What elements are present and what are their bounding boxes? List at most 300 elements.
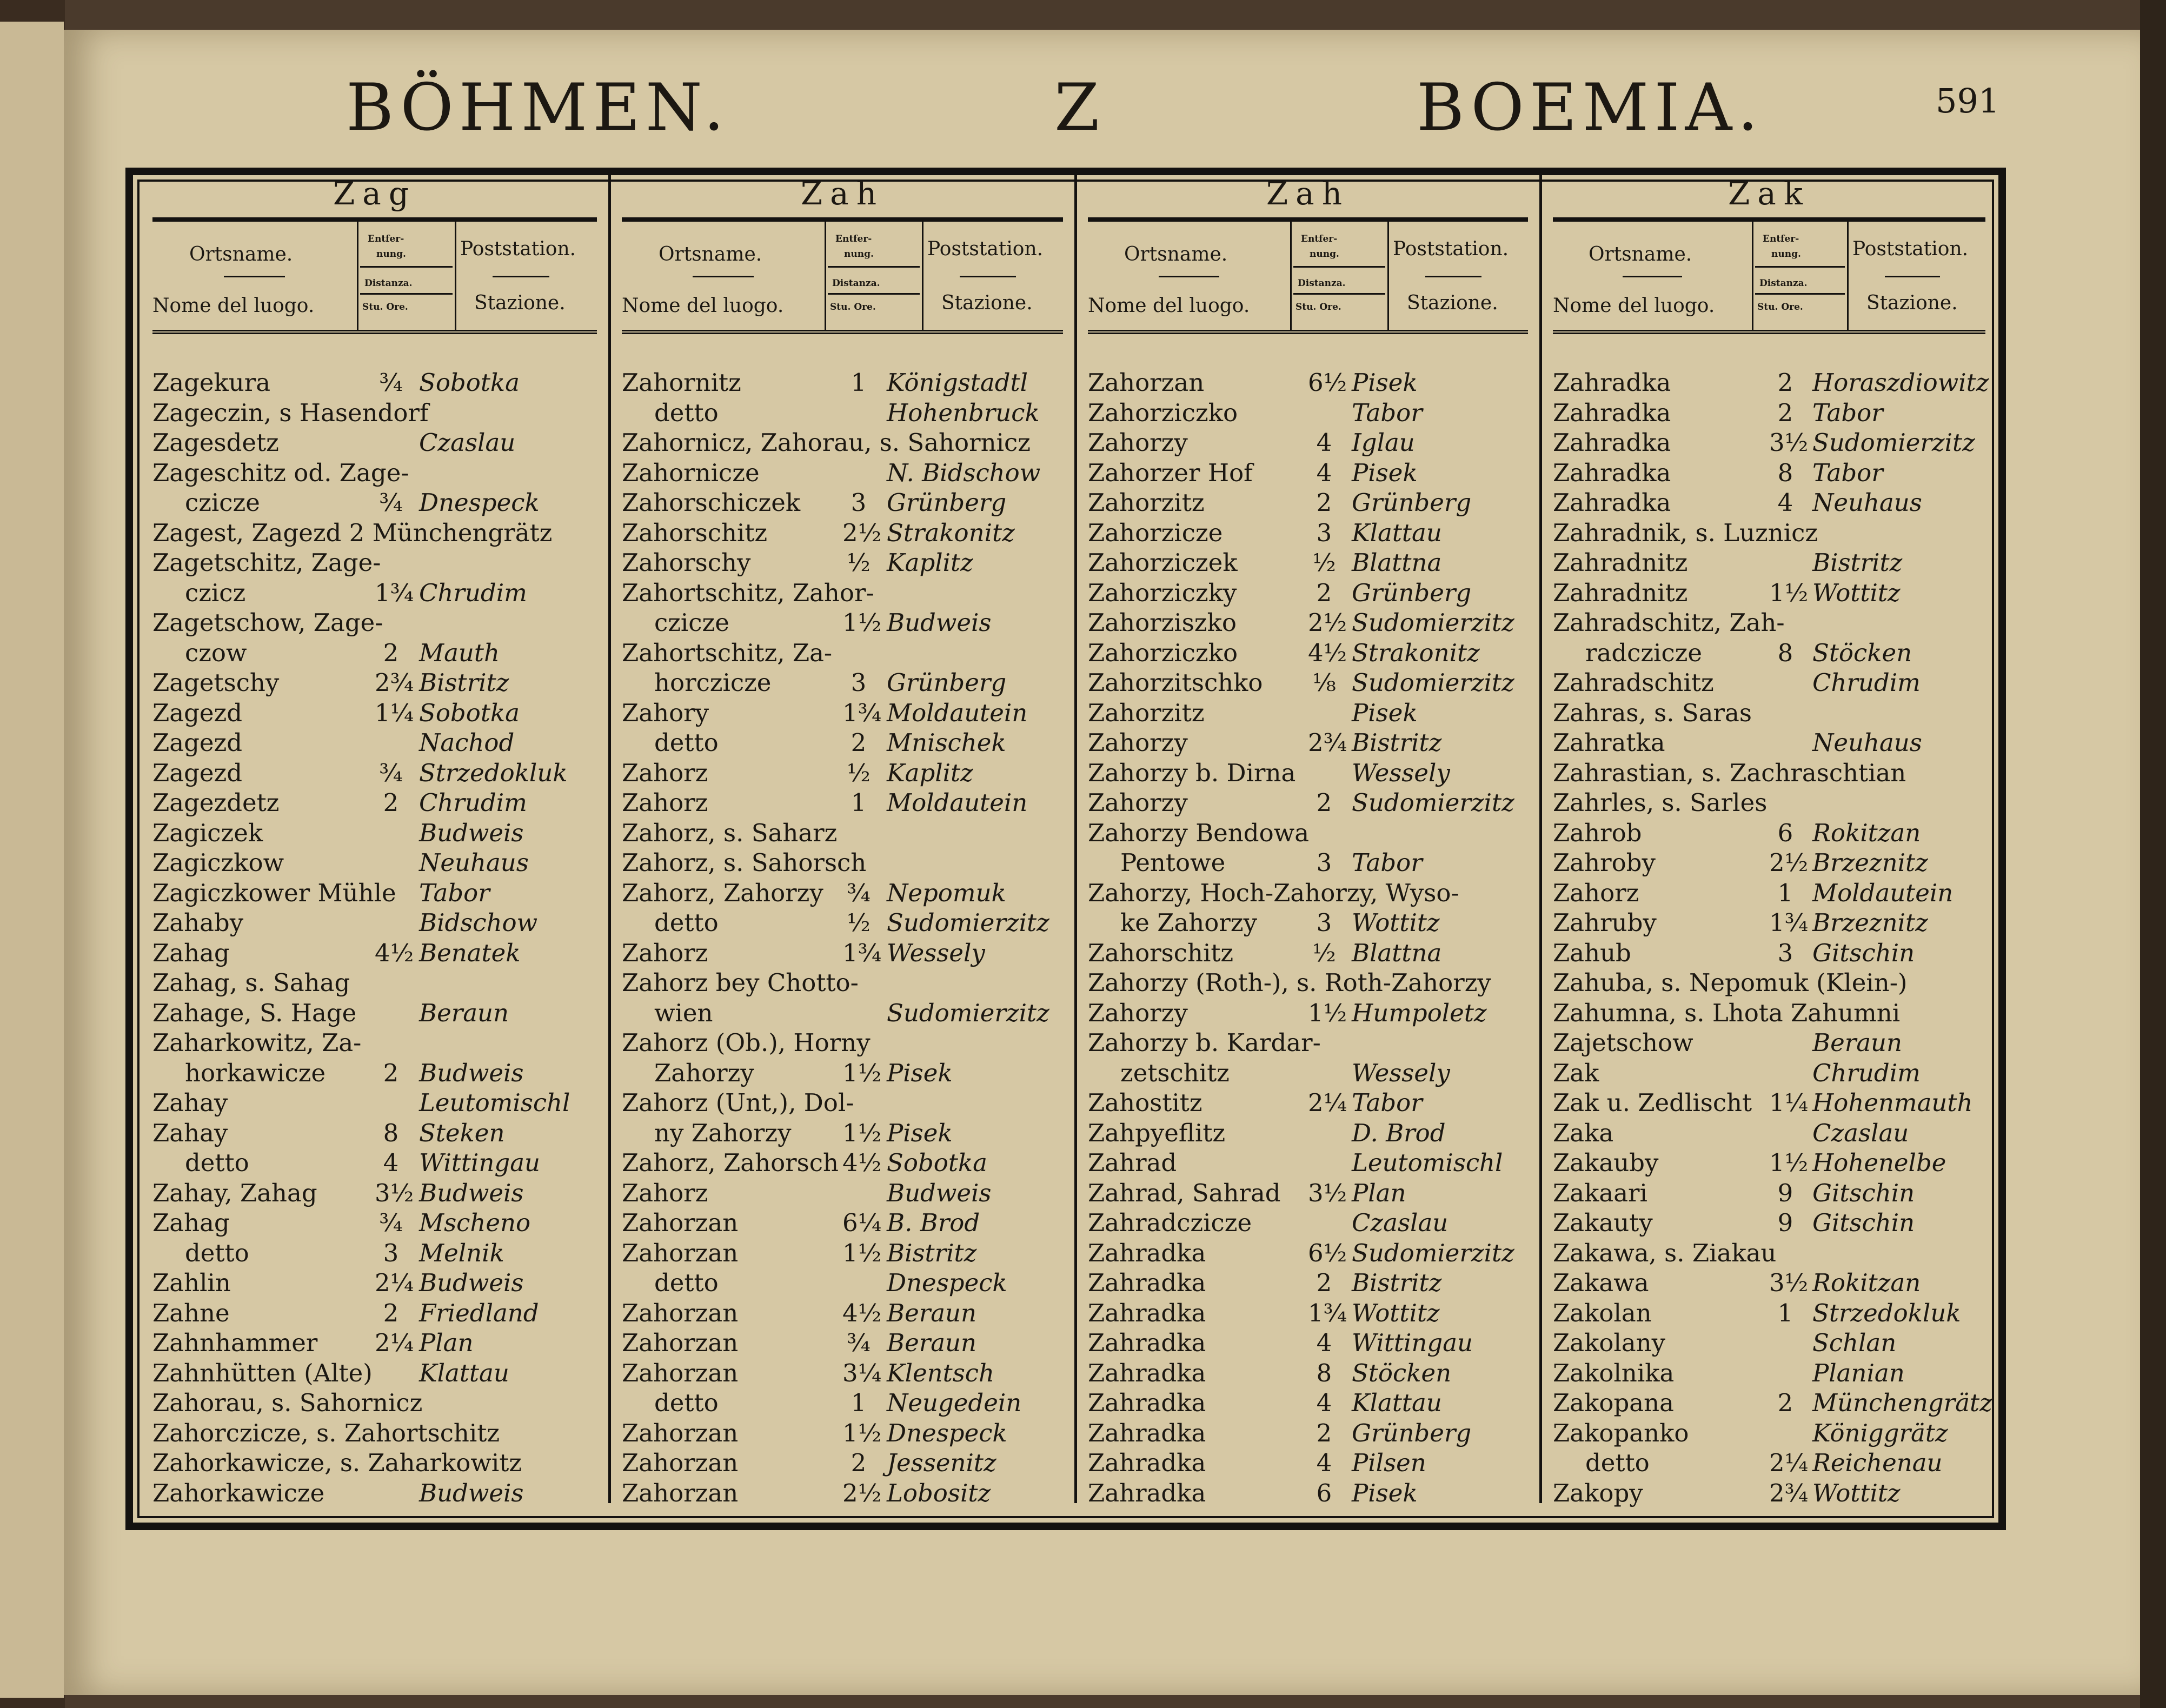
distance: 2	[383, 638, 399, 667]
place-row	[1088, 1208, 1533, 1238]
place-name: Zahrad, Sahrad	[1088, 1178, 1281, 1207]
place-row	[1088, 398, 1533, 428]
place-row	[1088, 1118, 1533, 1148]
place-row	[152, 1058, 602, 1088]
place-row	[622, 878, 1068, 908]
distance: 2	[383, 788, 399, 817]
place-row	[622, 908, 1068, 938]
place-row	[1088, 608, 1533, 638]
distance: 2	[1316, 1268, 1332, 1297]
distance: 2	[383, 1058, 399, 1087]
place-name: Zahorzy	[1088, 998, 1188, 1027]
distance: 1½	[1769, 578, 1809, 607]
distance: 4½	[375, 938, 414, 967]
post-station: Grünberg	[1352, 488, 1472, 517]
place-name: Zahradka	[1088, 1448, 1206, 1477]
place-name: Zahortschitz, Za-	[622, 638, 833, 667]
place-row	[1553, 1358, 1991, 1388]
place-name: Zahorziczko	[1088, 638, 1238, 667]
post-station: Horaszdiowitz	[1812, 368, 1989, 397]
distance-units: Stu. Ore.	[362, 302, 408, 313]
place-name: Zagetschow, Zage-	[152, 608, 383, 637]
distance: ½	[847, 758, 871, 787]
place-name: Zahradnitz	[1553, 578, 1688, 607]
post-station: Czaslau	[1812, 1118, 1909, 1147]
place-name: Zahorzy	[654, 1058, 754, 1087]
post-station: Hohenelbe	[1812, 1148, 1946, 1177]
place-name: Zageczin, s Hasendorf	[152, 398, 429, 427]
distance: 2½	[842, 1478, 882, 1507]
post-station: Sobotka	[419, 698, 520, 727]
post-station: Budweis	[419, 1058, 524, 1087]
place-name: Zahras, s. Saras	[1553, 698, 1752, 727]
place-row	[1553, 1418, 1991, 1448]
place-name: Zahag, s. Sahag	[152, 968, 350, 997]
distance-header-de: Entfer-	[1301, 234, 1338, 244]
place-name: Zahorz	[622, 758, 708, 787]
place-name: Zahradka	[1088, 1358, 1206, 1387]
post-station: Dnespeck	[419, 488, 540, 517]
place-name: Zagekura	[152, 368, 271, 397]
post-station: Benatek	[419, 938, 521, 967]
post-station: Tabor	[1352, 1088, 1423, 1117]
post-station: Neuhaus	[1812, 728, 1922, 757]
place-row	[1553, 848, 1991, 878]
distance: ¾	[379, 488, 403, 517]
post-station: Klattau	[419, 1358, 509, 1387]
post-station: Wessely	[887, 938, 985, 967]
place-row	[152, 1208, 602, 1238]
place-name: Zahorkawicze	[152, 1478, 325, 1507]
place-row	[1088, 368, 1533, 398]
place-row	[622, 398, 1068, 428]
place-row	[152, 1388, 602, 1418]
place-header-it: Nome del luogo.	[1088, 295, 1250, 317]
column-header	[622, 217, 1063, 334]
place-row	[1553, 878, 1991, 908]
place-row	[1088, 728, 1533, 758]
place-name: czicze	[185, 488, 260, 517]
distance: 1	[851, 788, 867, 817]
place-name: Zageschitz od. Zage-	[152, 458, 409, 487]
distance: 1½	[1769, 1148, 1809, 1177]
distance: 3½	[1769, 1268, 1809, 1297]
place-name: Zagetschy	[152, 668, 280, 697]
place-row	[1553, 698, 1991, 728]
place-row	[152, 698, 602, 728]
place-row	[1553, 1478, 1991, 1508]
post-station: Plan	[419, 1328, 474, 1357]
place-row	[622, 1208, 1068, 1238]
place-row	[152, 428, 602, 458]
distance: 1½	[842, 1418, 882, 1447]
post-station: Moldautein	[887, 788, 1028, 817]
place-name: Zahorzy Bendowa	[1088, 818, 1310, 847]
place-row	[622, 938, 1068, 968]
place-row	[1553, 968, 1991, 998]
post-station: Friedland	[419, 1298, 539, 1327]
distance: 2	[1316, 488, 1332, 517]
header-italian: BOEMIA.	[1417, 70, 1764, 145]
station-header-it: Stazione.	[474, 292, 566, 314]
place-row	[1088, 968, 1533, 998]
place-row	[1553, 998, 1991, 1028]
place-name: Zahorziczek	[1088, 548, 1238, 577]
post-station: Strakonitz	[887, 518, 1015, 547]
distance: 1½	[842, 608, 882, 637]
place-row	[152, 788, 602, 818]
distance: 6½	[1308, 1238, 1347, 1267]
place-name: Zahorschy	[622, 548, 751, 577]
place-name: Zagiczkow	[152, 848, 284, 877]
place-row	[1088, 758, 1533, 788]
place-row	[1553, 1208, 1991, 1238]
post-station: N. Bidschow	[887, 458, 1041, 487]
distance: ¾	[379, 758, 403, 787]
station-header-it: Stazione.	[1407, 292, 1498, 314]
place-row	[1088, 1448, 1533, 1478]
place-row	[1088, 1328, 1533, 1358]
place-row	[1088, 998, 1533, 1028]
post-station: D. Brod	[1352, 1118, 1446, 1147]
post-station: Tabor	[1812, 398, 1883, 427]
post-station: Beraun	[419, 998, 509, 1027]
header-letter: Z	[1054, 70, 1105, 145]
post-station: Chrudim	[1812, 1058, 1921, 1087]
distance: 1½	[842, 1058, 882, 1087]
place-row	[622, 368, 1068, 398]
post-station: Sudomierzitz	[887, 998, 1049, 1027]
place-row	[1088, 788, 1533, 818]
place-row	[622, 1118, 1068, 1148]
place-row	[622, 1328, 1068, 1358]
place-row	[1088, 1088, 1533, 1118]
place-row	[622, 428, 1068, 458]
place-row	[152, 488, 602, 518]
place-name: Zahorz, s. Saharz	[622, 818, 838, 847]
post-station: Gitschin	[1812, 1208, 1915, 1237]
place-name: Zahnhütten (Alte)	[152, 1358, 373, 1387]
distance: 9	[1777, 1208, 1793, 1237]
post-station: Iglau	[1352, 428, 1415, 457]
distance: 4	[1316, 428, 1332, 457]
post-station: Pisek	[1352, 1478, 1418, 1507]
place-name: ke Zahorzy	[1120, 908, 1258, 937]
place-row	[622, 1178, 1068, 1208]
place-name: Zahorzy, Hoch-Zahorzy, Wyso-	[1088, 878, 1459, 907]
place-row	[152, 1178, 602, 1208]
post-station: Nachod	[419, 728, 515, 757]
distance: 2	[1777, 398, 1793, 427]
place-row	[1553, 1148, 1991, 1178]
post-station: Moldautein	[887, 698, 1028, 727]
post-station: Reichenau	[1812, 1448, 1943, 1477]
distance: 3	[851, 668, 867, 697]
post-station: Sudomierzitz	[1812, 428, 1975, 457]
post-station: Sobotka	[419, 368, 520, 397]
place-name: Zak	[1553, 1058, 1599, 1087]
post-station: Wessely	[1352, 758, 1450, 787]
distance: 1¼	[1769, 1088, 1809, 1117]
distance: 1	[1777, 1298, 1793, 1327]
post-station: Chrudim	[419, 578, 527, 607]
distance-header-it: Distanza.	[1298, 278, 1346, 289]
place-row	[152, 458, 602, 488]
place-row	[152, 578, 602, 608]
place-name: Zahorziczky	[1088, 578, 1237, 607]
post-station: Grünberg	[887, 488, 1007, 517]
place-name: Zahradschitz, Zah-	[1553, 608, 1785, 637]
post-station: Grünberg	[1352, 1418, 1472, 1447]
place-name: czow	[185, 638, 247, 667]
place-name: Zakopy	[1553, 1478, 1643, 1507]
place-row	[152, 758, 602, 788]
place-row	[152, 668, 602, 698]
post-station: Blattna	[1352, 938, 1442, 967]
distance: 3½	[375, 1178, 414, 1207]
place-row	[152, 608, 602, 638]
post-station: Gitschin	[1812, 938, 1915, 967]
facing-page-edge	[0, 22, 64, 1698]
place-row	[1553, 428, 1991, 458]
place-name: detto	[654, 728, 719, 757]
place-row	[1088, 1388, 1533, 1418]
place-name: Zahne	[152, 1298, 230, 1327]
station-header-de: Poststation.	[1393, 238, 1509, 260]
place-header-it: Nome del luogo.	[1553, 295, 1715, 317]
place-row	[1553, 1298, 1991, 1328]
distance: 8	[1316, 1358, 1332, 1387]
place-row	[1553, 368, 1991, 398]
place-header-de: Ortsname.	[189, 243, 293, 265]
place-row	[152, 1298, 602, 1328]
place-row	[1088, 638, 1533, 668]
distance: 4½	[842, 1298, 882, 1327]
place-name: Zahornitz	[622, 368, 741, 397]
post-station: Blattna	[1352, 548, 1442, 577]
place-name: Zaharkowitz, Za-	[152, 1028, 362, 1057]
place-row	[1553, 1238, 1991, 1268]
place-name: Zahradka	[1553, 368, 1671, 397]
place-name: Zahradka	[1088, 1268, 1206, 1297]
post-station: Budweis	[419, 1268, 524, 1297]
place-name: Zahorz (Ob.), Horny	[622, 1028, 871, 1057]
post-station: Bistritz	[887, 1238, 977, 1267]
place-name: Zaka	[1553, 1118, 1614, 1147]
place-name: Zahrob	[1553, 818, 1642, 847]
place-name: Zahorzan	[622, 1418, 739, 1447]
post-station: Klattau	[1352, 518, 1442, 547]
place-row	[1553, 908, 1991, 938]
distance: 9	[1777, 1178, 1793, 1207]
post-station: Bistritz	[1352, 1268, 1442, 1297]
place-row	[152, 818, 602, 848]
place-row	[1553, 818, 1991, 848]
post-station: Lobositz	[887, 1478, 991, 1507]
post-station: Klentsch	[887, 1358, 994, 1387]
place-name: Zahostitz	[1088, 1088, 1202, 1117]
place-name: Zahorziszko	[1088, 608, 1237, 637]
place-name: Zahorschitz	[1088, 938, 1234, 967]
post-station: Dnespeck	[887, 1268, 1007, 1297]
place-row	[622, 758, 1068, 788]
post-station: Sudomierzitz	[1352, 788, 1514, 817]
distance: 3	[1316, 518, 1332, 547]
place-name: Zahorczicze, s. Zahortschitz	[152, 1418, 500, 1447]
place-name: Zahorz	[622, 788, 708, 817]
post-station: Kaplitz	[887, 758, 973, 787]
distance: 2½	[842, 518, 882, 547]
place-row	[1088, 1028, 1533, 1058]
post-station: Budweis	[419, 1478, 524, 1507]
post-station: Bistritz	[1812, 548, 1903, 577]
station-header-de: Poststation.	[460, 238, 576, 260]
place-name: Zahorzitz	[1088, 488, 1205, 517]
post-station: Pisek	[887, 1058, 953, 1087]
place-row	[152, 908, 602, 938]
place-row	[152, 998, 602, 1028]
register-column	[142, 173, 608, 1525]
distance: 2	[1777, 368, 1793, 397]
place-row	[622, 1448, 1068, 1478]
place-row	[1553, 1118, 1991, 1148]
post-station: Pisek	[887, 1118, 953, 1147]
place-name: Zakopanko	[1553, 1418, 1689, 1447]
post-station: Königstadtl	[887, 368, 1028, 397]
place-name: detto	[185, 1238, 249, 1267]
post-station: Hohenmauth	[1812, 1088, 1973, 1117]
distance: 4½	[842, 1148, 882, 1177]
place-row	[1553, 608, 1991, 638]
place-name: Zahay	[152, 1088, 228, 1117]
place-row	[1553, 1028, 1991, 1058]
post-station: Bidschow	[419, 908, 538, 937]
place-row	[1553, 1178, 1991, 1208]
place-name: Zahnhammer	[152, 1328, 318, 1357]
distance: 2	[1777, 1388, 1793, 1417]
place-name: zetschitz	[1120, 1058, 1230, 1087]
post-station: Nepomuk	[887, 878, 1006, 907]
place-row	[1088, 878, 1533, 908]
post-station: Wottitz	[1812, 578, 1901, 607]
place-name: Zahaby	[152, 908, 244, 937]
place-name: Zahratka	[1553, 728, 1665, 757]
place-name: Zahorzitschko	[1088, 668, 1263, 697]
post-station: Rokitzan	[1812, 818, 1921, 847]
place-row	[622, 968, 1068, 998]
post-station: Strzedokluk	[419, 758, 568, 787]
distance: 2	[383, 1298, 399, 1327]
distance: 1	[851, 1388, 867, 1417]
place-name: Zahorzy (Roth-), s. Roth-Zahorzy	[1088, 968, 1491, 997]
distance: 4	[1316, 1388, 1332, 1417]
post-station: Wottitz	[1812, 1478, 1901, 1507]
place-name: detto	[654, 398, 719, 427]
distance: 4	[1316, 1448, 1332, 1477]
place-name: Zahay, Zahag	[152, 1178, 317, 1207]
place-row	[622, 1058, 1068, 1088]
distance: 4	[383, 1148, 399, 1177]
distance-units: Stu. Ore.	[830, 302, 876, 313]
place-row	[622, 548, 1068, 578]
distance: ½	[847, 908, 871, 937]
post-station: Czaslau	[419, 428, 516, 457]
distance: 2	[851, 728, 867, 757]
distance: 1¾	[842, 938, 882, 967]
distance: 3	[1316, 848, 1332, 877]
place-row	[1088, 668, 1533, 698]
distance: 4	[1316, 458, 1332, 487]
post-station: Humpoletz	[1352, 998, 1487, 1027]
post-station: Wottitz	[1352, 908, 1440, 937]
place-name: Zahorzan	[622, 1448, 739, 1477]
distance-header-it: Distanza.	[364, 278, 413, 289]
distance-header-de: Entfer-	[1763, 234, 1799, 244]
post-station: Tabor	[1812, 458, 1883, 487]
place-row	[152, 1418, 602, 1448]
place-header-de: Ortsname.	[659, 243, 762, 265]
place-row	[622, 488, 1068, 518]
place-row	[1088, 488, 1533, 518]
station-header-de: Poststation.	[927, 238, 1044, 260]
place-row	[1088, 578, 1533, 608]
distance: 3	[1316, 908, 1332, 937]
place-row	[1553, 788, 1991, 818]
post-station: Tabor	[1352, 398, 1423, 427]
place-row	[152, 1448, 602, 1478]
post-station: Pisek	[1352, 698, 1418, 727]
place-row	[1553, 398, 1991, 428]
place-name: ny Zahorzy	[654, 1118, 792, 1147]
place-name: Zahradka	[1553, 428, 1671, 457]
place-row	[1088, 1178, 1533, 1208]
place-name: czicze	[654, 608, 729, 637]
distance: 2¼	[375, 1268, 414, 1297]
place-row	[1088, 1478, 1533, 1508]
distance: 3½	[1308, 1178, 1347, 1207]
post-station: Chrudim	[419, 788, 527, 817]
post-station: B. Brod	[887, 1208, 980, 1237]
place-row	[622, 1478, 1068, 1508]
distance: 4½	[1308, 638, 1347, 667]
place-name: Zahorzan	[622, 1358, 739, 1387]
post-station: Melnik	[419, 1238, 504, 1267]
distance: 2	[851, 1448, 867, 1477]
post-station: Budweis	[419, 818, 524, 847]
post-station: Kaplitz	[887, 548, 973, 577]
place-row	[1088, 698, 1533, 728]
post-station: Mscheno	[419, 1208, 531, 1237]
place-row	[1088, 1268, 1533, 1298]
place-row	[622, 728, 1068, 758]
place-row	[152, 1088, 602, 1118]
place-name: Zahroby	[1553, 848, 1656, 877]
distance: 4	[1777, 488, 1793, 517]
distance: 2	[1316, 788, 1332, 817]
distance: 3	[383, 1238, 399, 1267]
place-row	[1553, 1448, 1991, 1478]
place-name: Zahorzy	[1088, 728, 1188, 757]
place-row	[1553, 758, 1991, 788]
place-name: Zakopana	[1553, 1388, 1674, 1417]
place-name: Zahorzy	[1088, 788, 1188, 817]
place-row	[622, 788, 1068, 818]
place-name: Zagiczkower Mühle	[152, 878, 396, 907]
place-row	[1088, 1358, 1533, 1388]
place-row	[152, 1328, 602, 1358]
place-row	[1553, 1268, 1991, 1298]
place-name: detto	[654, 1388, 719, 1417]
